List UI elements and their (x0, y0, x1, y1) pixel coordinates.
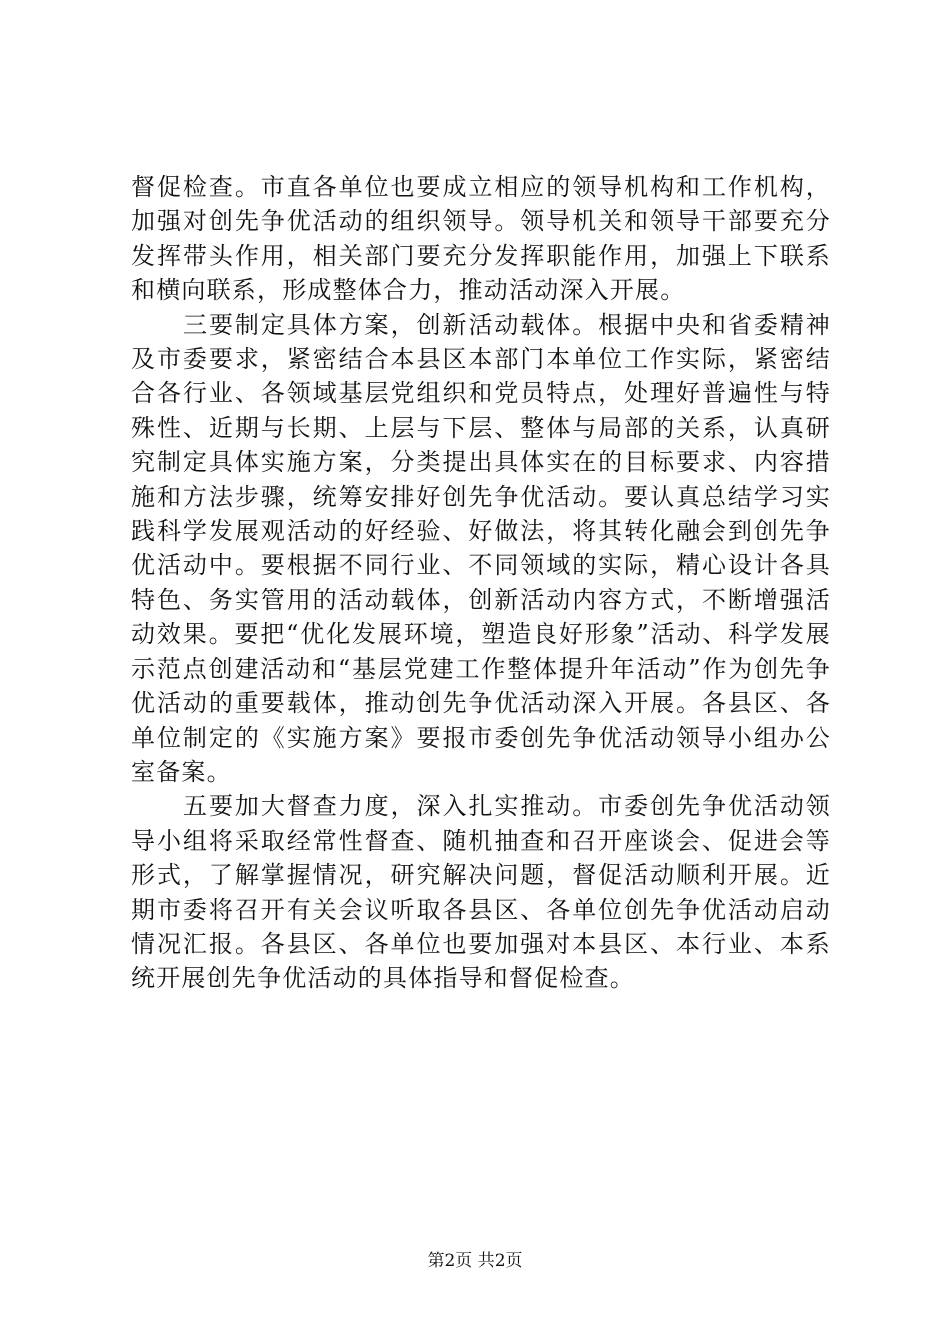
page-total: 共2页 (477, 1251, 523, 1271)
document-body (131, 170, 831, 996)
paragraph-1: 督促检查。市直各单位也要成立相应的领导机构和工作机构，加强对创先争优活动的组织领导。领导机关和领导干部要充分发挥带头作用，相关部门要充分发挥职能作用，加强上下联系和横向联系，形成整体合力，推动活动深入开展。 (131, 173, 831, 305)
page-footer (0, 1246, 950, 1271)
paragraph-2: 三要制定具体方案，创新活动载体。根据中央和省委精神及市委要求，紧密结合本县区本部门本单位工作实际，紧密结合各行业、各领域基层党组织和党员特点，处理好普遍性与特殊性、近期与长期、上层与下层、整体与局部的关系，认真研究制定具体实施方案，分类提出具体实在的目标要求、内容措施和方法步骤，统筹安排好创先争优活动。要认真总结学习实践科学发展观活动的好经验、好做法，将其转化融会到创先争优活动中。要根据不同行业、不同领域的实际，精心设计各具特色、务实管用的活动载体，创新活动内容方式，不断增强活动效果。要把“优化发展环境，塑造良好形象”活动、科学发展示范点创建活动和“基层党建工作整体提升年活动”作为创先争优活动的重要载体，推动创先争优活动深入开展。各县区、各单位制定的《实施方案》要报市委创先争优活动领导小组办公室备案。 (131, 310, 831, 786)
paragraph-3: 五要加大督查力度，深入扎实推动。市委创先争优活动领导小组将采取经常性督查、随机抽查和召开座谈会、促进会等形式，了解掌握情况，研究解决问题，督促活动顺利开展。近期市委将召开有关会议听取各县区、各单位创先争优活动启动情况汇报。各县区、各单位也要加强对本县区、本行业、本系统开展创先争优活动的具体指导和督促检查。 (131, 792, 831, 993)
page-number: 第2页 (427, 1251, 473, 1271)
